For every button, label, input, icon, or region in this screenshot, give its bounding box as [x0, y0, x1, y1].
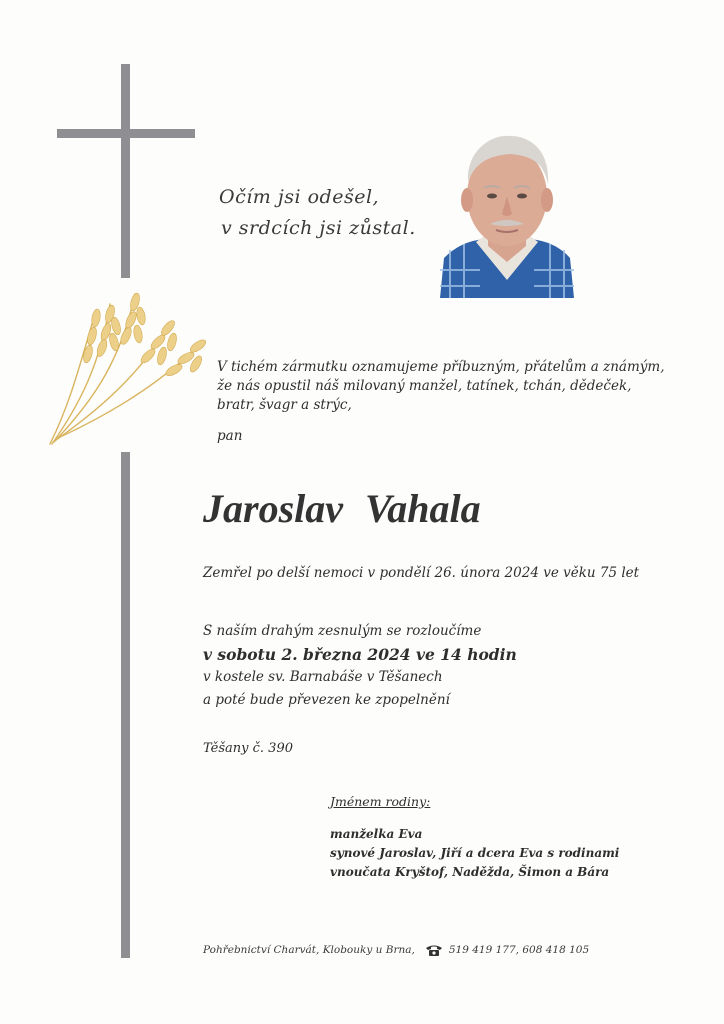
farewell-location: v kostele sv. Barnabáše v Těšanech — [203, 669, 443, 685]
funeral-home: Pohřebnictví Charvát, Klobouky u Brna, — [203, 944, 415, 956]
telephone-icon — [425, 944, 443, 956]
portrait-photo — [440, 130, 574, 298]
deceased-name: Jaroslav Vahala — [203, 486, 481, 531]
family-member: manželka Eva — [330, 827, 423, 841]
cross-vertical-lower — [121, 452, 130, 958]
title-pan: pan — [217, 428, 243, 444]
family-label: Jménem rodiny: — [330, 794, 431, 809]
motto-line-1: Očím jsi odešel, — [219, 186, 380, 208]
announcement-text — [217, 358, 665, 415]
motto-line-2: v srdcích jsi zůstal. — [221, 217, 416, 239]
farewell-date: v sobotu 2. března 2024 ve 14 hodin — [203, 645, 517, 664]
farewell-line-4: a poté bude převezen ke zpopelnění — [203, 692, 450, 708]
cross-horizontal-beam — [57, 129, 195, 138]
farewell-block — [203, 620, 517, 712]
cross-vertical-upper — [121, 64, 130, 278]
family-member: vnoučata Kryštof, Naděžda, Šimon a Bára — [330, 865, 610, 879]
wheat-icon — [40, 284, 210, 449]
family-block — [330, 794, 619, 882]
motto — [219, 182, 416, 244]
phone-numbers: 519 419 177, 608 418 105 — [448, 944, 590, 956]
announcement-line-3: bratr, švagr a strýc, — [217, 397, 352, 413]
family-member: synové Jaroslav, Jiří a dcera Eva s rodinami — [330, 846, 620, 860]
announcement-line-2: že nás opustil náš milovaný manžel, tatínek, tchán, dědeček, — [217, 378, 632, 394]
address: Těšany č. 390 — [203, 741, 293, 756]
announcement-line-1: V tichém zármutku oznamujeme příbuzným, přátelům a známým, — [217, 359, 665, 375]
footer — [203, 944, 589, 956]
death-info: Zemřel po delší nemoci v pondělí 26. února 2024 ve věku 75 let — [203, 565, 640, 581]
farewell-line-1: S naším drahým zesnulým se rozloučíme — [203, 623, 482, 639]
